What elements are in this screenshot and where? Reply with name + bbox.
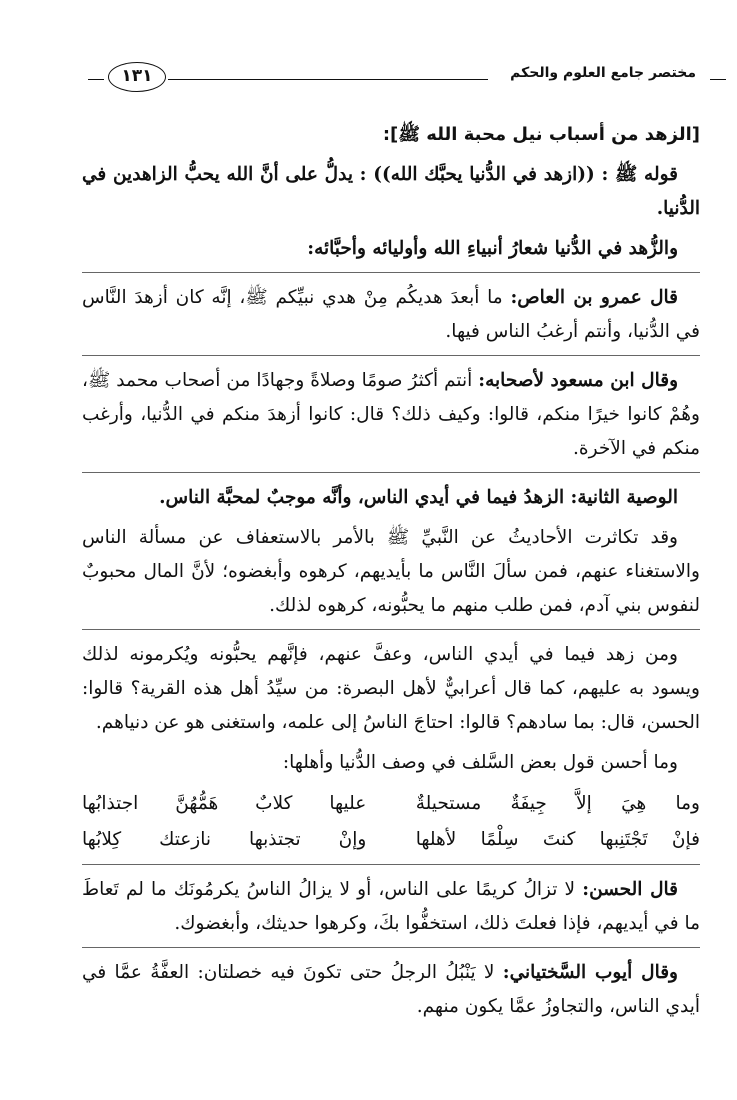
divider (82, 947, 700, 948)
divider (82, 864, 700, 865)
speaker-label: قال عمرو بن العاص: (510, 287, 678, 308)
divider (82, 355, 700, 356)
paragraph: وقد تكاثرت الأحاديثُ عن النَّبيِّ ﷺ بالأمر بالاستعفاف عن مسألة الناس والاستغناء عنهم، فمن سألَ النَّاس ما بأيديهم، كرهوه وأبغضوه؛ لأنَّ المال محبوبٌ لنفوس بني آدم، فمن طلب منهم ما يحبُّونه، كرهوه لذلك. (82, 527, 700, 616)
divider (82, 472, 700, 473)
speaker-label: وقال أيوب السَّختياني: (502, 962, 678, 983)
poem-verse (82, 786, 700, 822)
poem (82, 786, 700, 858)
hemistich-second: وإنْ تجتذبها نازعتك كِلابُها (82, 829, 367, 850)
poem-verse (82, 822, 700, 858)
paragraph (82, 158, 700, 226)
hemistich-first: فإنْ تَجْتَنِبها كنتَ سِلْمًا لأهلها (415, 829, 700, 850)
header-dash-left (88, 79, 104, 80)
header-rule (168, 79, 488, 80)
hemistich-first: وما هِيَ إلاَّ جِيفَةٌ مستحيلةٌ (415, 793, 700, 814)
speaker-label: وقال ابن مسعود لأصحابه: (478, 370, 679, 391)
running-title: مختصر جامع العلوم والحكم (510, 65, 696, 81)
page-body (82, 118, 700, 1030)
speaker-label: قال الحسن: (582, 879, 678, 900)
page-number: ١٣١ (108, 62, 166, 92)
subheading: الوصية الثانية: الزهدُ فيما في أيدي الناس، وأنَّه موجبٌ لمحبَّة الناس. (159, 487, 678, 508)
divider (82, 272, 700, 273)
paragraph (82, 956, 700, 1024)
page-header (88, 62, 696, 96)
paragraph (82, 281, 700, 349)
paragraph-text: لا يَنْبُلُ الرجلُ حتى تكونَ فيه خصلتان: العفَّةُ عمَّا في أيدي الناس، والتجاوزُ عمَّا يكون منهم. (82, 962, 700, 1017)
paragraph-text: لا تزالُ كريمًا على الناس، أو لا يزالُ الناسُ يكرمُونَك ما لم تَعاطَ ما في أيديهم، فإذا فعلتَ ذلك، استخفُّوا بكَ، وكرهوا حديثك، وأبغضوك. (82, 879, 700, 934)
paragraph (82, 873, 700, 941)
header-dash-right (710, 79, 726, 80)
paragraph-text: قوله ﷺ : ((ازهد في الدُّنيا يحبَّك الله)) : يدلُّ على أنَّ الله يحبُّ الزاهدين في الدُّنيا. (82, 164, 700, 219)
section-heading: [الزهد من أسباب نيل محبة الله ﷺ]: (382, 124, 700, 145)
hemistich-second: عليها كلابٌ هَمُّهُنَّ اجتذابُها (82, 793, 367, 814)
paragraph-text: ما أبعدَ هديكُم مِنْ هدي نبيِّكم ﷺ، إنَّه كان أزهدَ النَّاس في الدُّنيا، وأنتم أرغبُ الناس فيها. (82, 287, 700, 342)
paragraph-text: أنتم أكثرُ صومًا وصلاةً وجهادًا من أصحاب محمد ﷺ، وهُمْ كانوا خيرًا منكم، قالوا: وكيف ذلك؟ قال: كانوا أزهدَ منكم في الدُّنيا، وأرغب منكم في الآخرة. (82, 370, 700, 459)
paragraph (82, 364, 700, 466)
divider (82, 629, 700, 630)
paragraph: وما أحسن قول بعض السَّلف في وصف الدُّنيا وأهلها: (282, 752, 678, 773)
paragraph: والزُّهد في الدُّنيا شعارُ أنبياءِ الله وأوليائه وأحبَّائه: (307, 238, 678, 259)
paragraph: ومن زهد فيما في أيدي الناس، وعفَّ عنهم، فإنَّهم يحبُّونه ويُكرمونه لذلك ويسود به عليهم، كما قال أعرابيٌّ لأهل البصرة: من سيِّدُ أهل هذه القرية؟ قالوا: الحسن، قال: بما سادهم؟ قالوا: احتاجَ الناسُ إلى علمه، واستغنى هو عن دنياهم. (82, 644, 700, 733)
